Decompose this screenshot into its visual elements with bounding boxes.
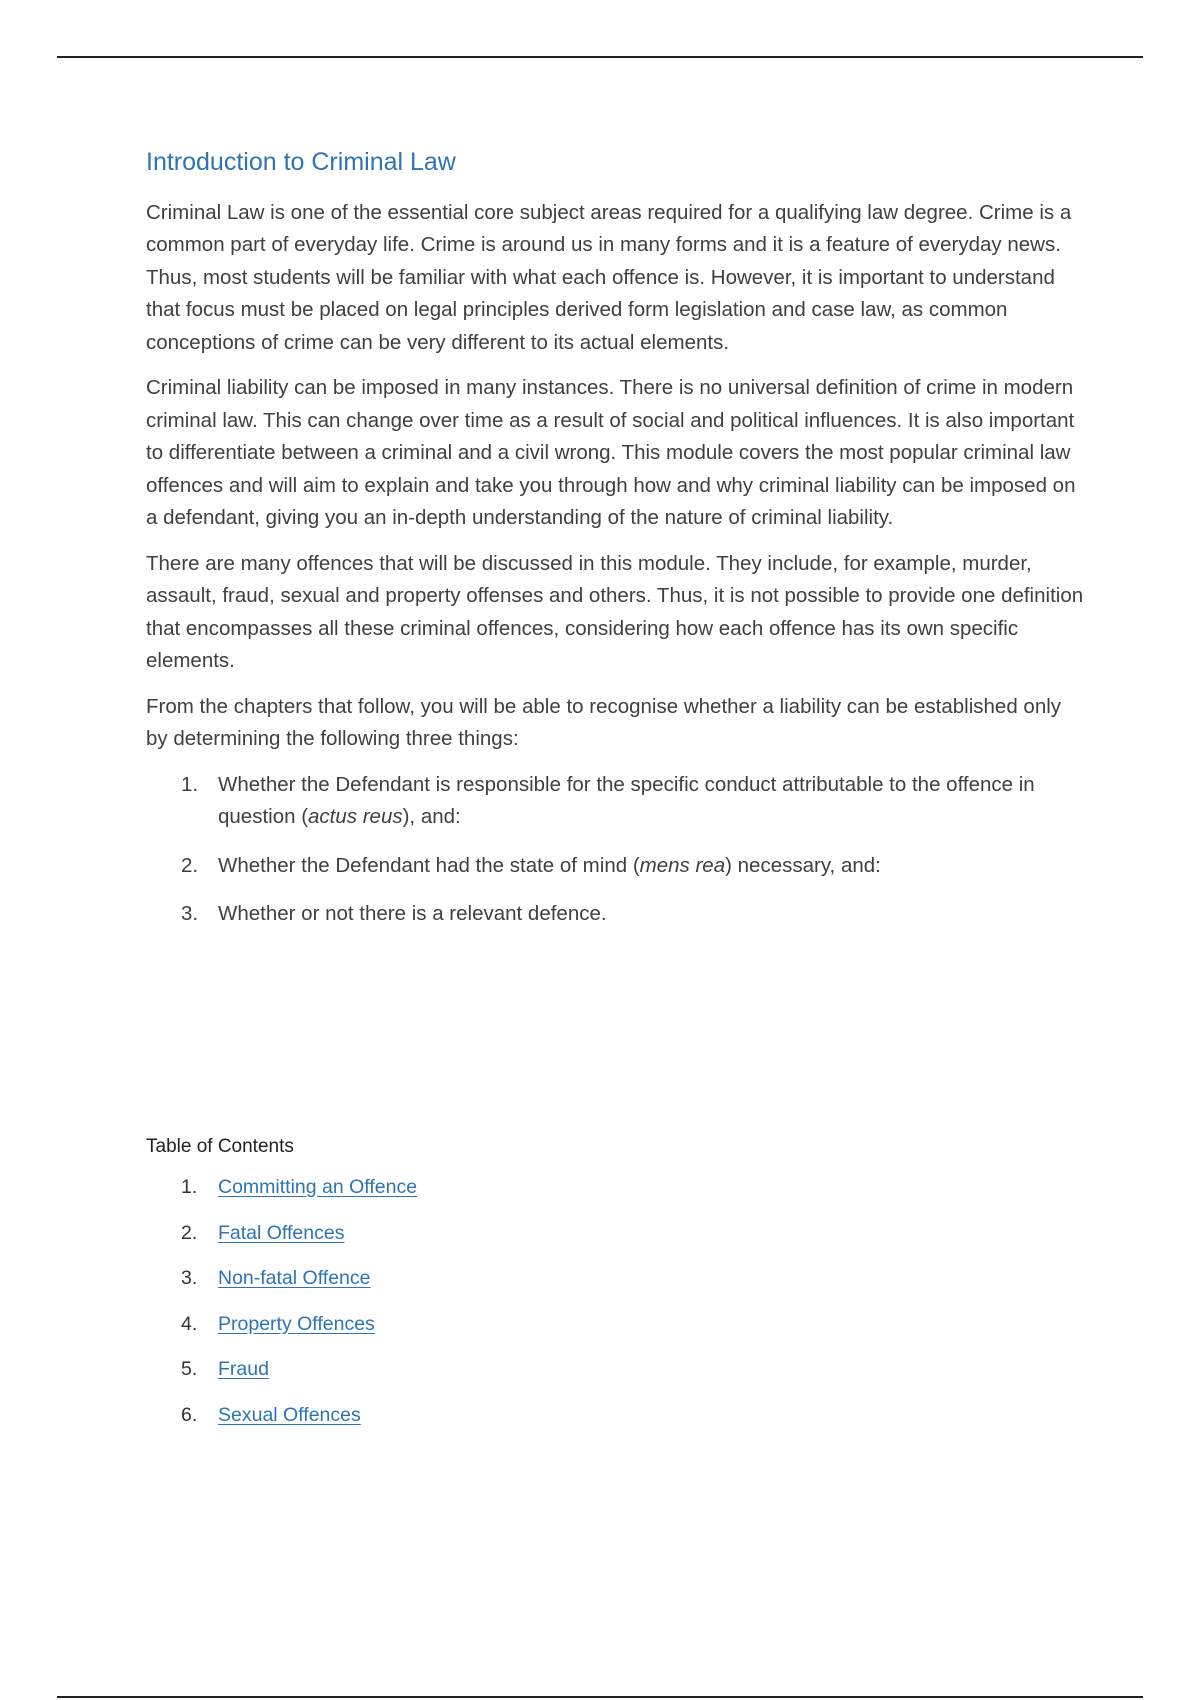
- toc-item: [146, 1220, 846, 1246]
- toc-number: 3.: [181, 1267, 198, 1289]
- toc-item: [146, 1402, 846, 1428]
- table-of-contents: [146, 1136, 846, 1447]
- toc-link-fraud[interactable]: Fraud: [218, 1358, 269, 1380]
- toc-item: [146, 1174, 846, 1200]
- toc-link-sexual-offences[interactable]: Sexual Offences: [218, 1403, 361, 1426]
- toc-link-property-offences[interactable]: Property Offences: [218, 1312, 375, 1335]
- list-number: 2.: [181, 853, 199, 877]
- page-title: Introduction to Criminal Law: [146, 148, 456, 176]
- intro-paragraph-2: Criminal liability can be imposed in many instances. There is no universal definition of crime in modern criminal law. This can change over time as a result of social and political influences. It is also important to differentiate between a criminal and a civil wrong. This module covers the most popular criminal law offences and will aim to explain and take you through how and why criminal liability can be imposed on a defendant, giving you an in-depth understanding of the nature of criminal liability.: [146, 376, 1076, 529]
- toc-number: 2.: [181, 1221, 198, 1244]
- toc-number: 5.: [181, 1358, 198, 1380]
- toc-item: [146, 1265, 846, 1291]
- toc-list: [146, 1174, 846, 1428]
- condition-text: Whether the Defendant had the state of mind (: [218, 853, 640, 877]
- toc-item: [146, 1356, 846, 1382]
- list-item: [146, 850, 1086, 883]
- toc-link-non-fatal-offence[interactable]: Non-fatal Offence: [218, 1267, 371, 1289]
- condition-text: Whether or not there is a relevant defence.: [218, 902, 607, 925]
- document-body: [146, 146, 1086, 947]
- intro-paragraph-4: From the chapters that follow, you will be able to recognise whether a liability can be established only by determining the following three things:: [146, 694, 1062, 750]
- header-rule: [57, 56, 1143, 58]
- toc-link-committing-an-offence[interactable]: Committing an Offence: [218, 1176, 418, 1198]
- intro-paragraph-1: Criminal Law is one of the essential core subject areas required for a qualifying law degree. Crime is a common part of everyday life. Crime is around us in many forms and it is a feature of everyday news. Thus, most students will be familiar with what each offence is. However, it is important to understand that focus must be placed on legal principles derived form legislation and case law, as common conceptions of crime can be very different to its actual elements.: [146, 200, 1072, 354]
- condition-term: actus reus: [308, 805, 403, 828]
- toc-link-fatal-offences[interactable]: Fatal Offences: [218, 1221, 345, 1244]
- list-item: [146, 898, 1086, 931]
- toc-number: 4.: [181, 1312, 198, 1335]
- list-item: [146, 769, 1086, 834]
- condition-text-end: ) necessary, and:: [725, 853, 881, 877]
- toc-heading: Table of Contents: [146, 1136, 294, 1157]
- toc-number: 1.: [181, 1176, 198, 1198]
- condition-term: mens rea: [639, 853, 726, 877]
- list-number: 3.: [181, 902, 199, 925]
- liability-conditions-list: [146, 769, 1086, 931]
- condition-text-end: ), and:: [402, 805, 461, 828]
- footer-rule: [57, 1696, 1143, 1698]
- toc-item: [146, 1311, 846, 1337]
- condition-text: Whether the Defendant is responsible for the specific conduct attributable to the offence in question (: [218, 772, 1035, 828]
- list-number: 1.: [181, 772, 199, 796]
- toc-number: 6.: [181, 1403, 198, 1426]
- intro-paragraph-3: There are many offences that will be discussed in this module. They include, for example, murder, assault, fraud, sexual and property offenses and others. Thus, it is not possible to provide one definition that encompasses all these criminal offences, considering how each offence has its own specific elements.: [146, 551, 1084, 672]
